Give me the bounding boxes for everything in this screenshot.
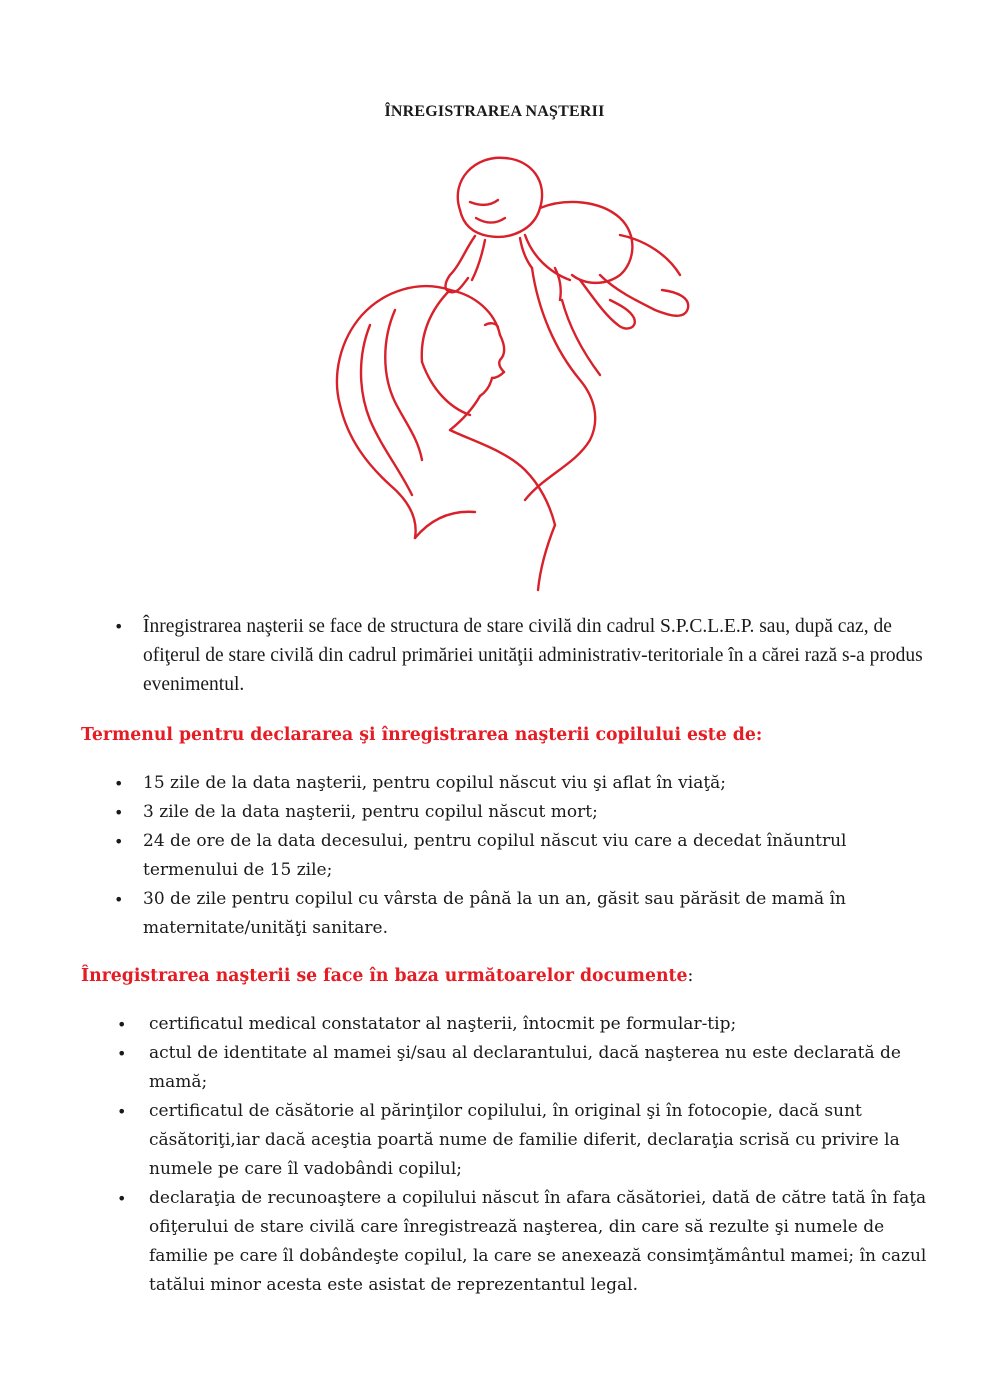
list-item: • 15 zile de la data naşterii, pentru copilul născut viu şi aflat în viaţă; (143, 769, 933, 798)
section-heading-documents (81, 966, 693, 986)
list-item: • Înregistrarea naşterii se face de structura de stare civilă din cadrul S.P.C.L.E.P. sau, după caz, de ofiţerul de stare civilă din cadrul primăriei unităţii administrativ-teritoriale în a cărei rază s-a produs evenimentul. (143, 612, 933, 699)
list-item: • certificatul medical constatator al naşterii, întocmit pe formular-tip; (149, 1010, 939, 1039)
documents-list (149, 1010, 939, 1300)
list-item: • actul de identitate al mamei şi/sau al declarantului, dacă naşterea nu este declarată de mamă; (149, 1039, 939, 1097)
list-item: • declaraţia de recunoaştere a copilului născut în afara căsătoriei, dată de către tată în faţa ofiţerului de stare civilă care înregistrează naşterea, din care să rezulte şi numele de familie pe care îl dobândeşte copilul, la care se anexează consimţământul mamei; în cazul tatălui minor acesta este asistat de reprezentantul legal. (149, 1184, 939, 1300)
list-item: • 24 de ore de la data decesului, pentru copilul născut viu care a decedat înăuntrul termenului de 15 zile; (143, 827, 933, 885)
section-heading-text: Înregistrarea naşterii se face în baza următoarelor documente (81, 966, 688, 986)
list-item: • 3 zile de la data naşterii, pentru copilul născut mort; (143, 798, 933, 827)
deadlines-list (143, 769, 933, 943)
list-item: • certificatul de căsătorie al părinţilor copilului, în original şi în fotocopie, dacă sunt căsătoriţi,iar dacă aceştia poartă nume de familie diferit, declaraţia scrisă cu privire la numele pe care îl vadobândi copilul; (149, 1097, 939, 1184)
heading-colon: : (687, 966, 694, 986)
page-title: ÎNREGISTRAREA NAŞTERII (384, 103, 605, 120)
mother-lifting-baby-illustration (300, 140, 720, 595)
list-item: • 30 de zile pentru copilul cu vârsta de până la un an, găsit sau părăsit de mamă în maternitate/unităţi sanitare. (143, 885, 933, 943)
section-heading-text: Termenul pentru declararea şi înregistrarea naşterii copilului este de: (81, 725, 763, 745)
intro-list (143, 612, 933, 699)
section-heading-deadlines (81, 725, 762, 745)
